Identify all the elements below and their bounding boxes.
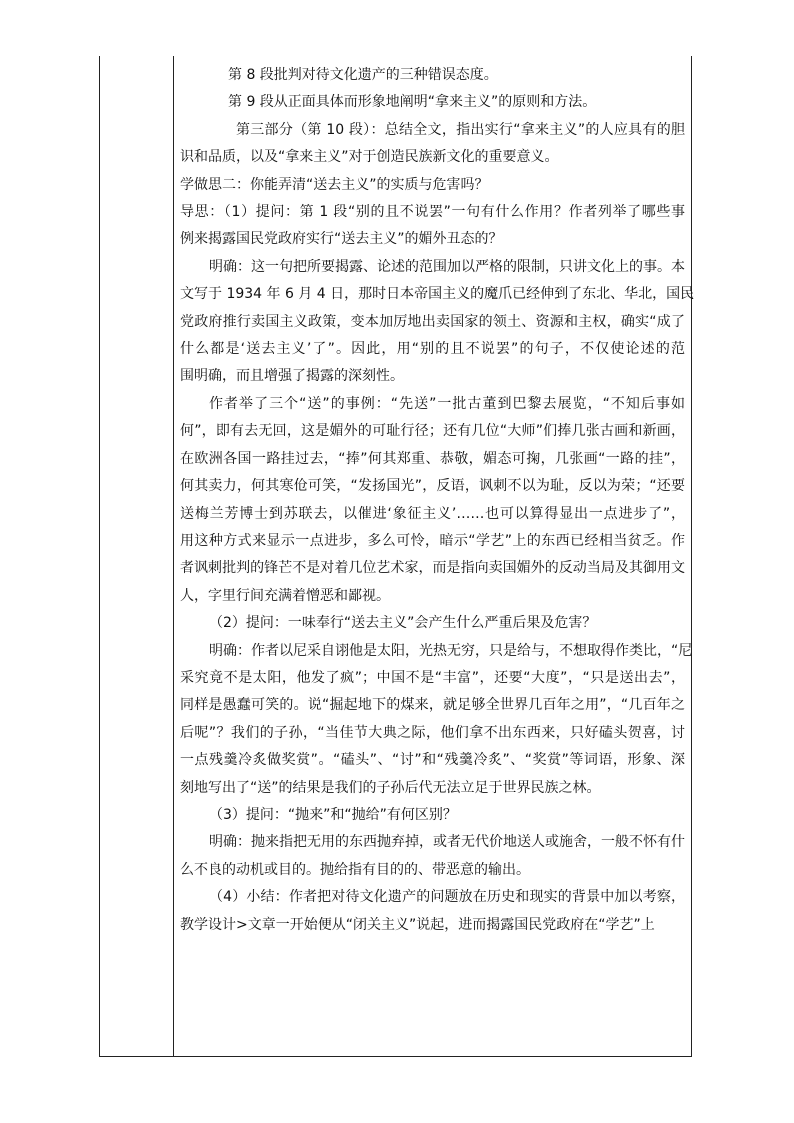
paragraph-6-line-6: 者讽刺批判的锋芒不是对着几位艺术家，而是指向卖国媚外的反动当局及其御用文 <box>180 560 685 577</box>
paragraph-4-line-0: 导思：（1）提问：第 1 段“别的且不说罢”一句有什么作用？作者列举了哪些事 <box>180 204 685 221</box>
paragraph-11-line-1: 教学设计>文章一开始便从“闭关主义”说起，进而揭露国民党政府在“学艺”上 <box>180 916 655 933</box>
paragraph-6-line-1: 何”，即有去无回，这是媚外的可耻行径；还有几位“大师”们捧几张古画和新画， <box>180 423 685 440</box>
paragraph-5-line-3: 什么都是‘送去主义’了”。因此，用“别的且不说罢”的句子，不仅使论述的范 <box>180 341 685 358</box>
paragraph-8-line-3: 后呢”？我们的子孙，“当佳节大典之际，他们拿不出东西来，只好磕头贺喜，讨 <box>180 724 685 741</box>
paragraph-2-line-1: 识和品质，以及“拿来主义”对于创造民族新文化的重要意义。 <box>180 149 559 166</box>
paragraph-10-line-1: 么不良的动机或目的。抛给指有目的的、带恶意的输出。 <box>180 861 530 878</box>
paragraph-8-line-1: 采究竟不是太阳，他发了疯”；中国不是“丰富”，还要“大度”，“只是送出去”， <box>180 669 685 686</box>
paragraph-9-line-0: （3）提问：“抛来”和“抛给”有何区别？ <box>209 806 457 823</box>
paragraph-10-line-0: 明确：抛来指把无用的东西抛弃掉，或者无代价地送人或施舍，一般不怀有什 <box>209 834 685 851</box>
paragraph-1-line-0: 第 9 段从正面具体而形象地阐明“拿来主义”的原则和方法。 <box>228 94 597 111</box>
paragraph-8-line-5: 刻地写出了“送”的结果是我们的子孙后代无法立足于世界民族之林。 <box>180 779 601 796</box>
paragraph-11-line-0: （4）小结：作者把对待文化遗产的问题放在历史和现实的背景中加以考察， <box>209 889 685 906</box>
paragraph-5-line-2: 党政府推行卖国主义政策，变本加厉地出卖国家的领土、资源和主权，确实“成了 <box>180 313 685 330</box>
paragraph-6-line-2: 在欧洲各国一路挂过去，“捧”何其郑重、恭敬，媚态可掬，几张画“一路的挂”， <box>180 450 685 467</box>
paragraph-6-line-3: 何其卖力，何其寒伧可笑，“发扬国光”，反语，讽刺不以为耻，反以为荣；“还要 <box>180 478 685 495</box>
paragraph-7-line-0: （2）提问：一味奉行“送去主义”会产生什么严重后果及危害？ <box>209 615 597 632</box>
paragraph-6-line-0: 作者举了三个“送”的事例：“先送”一批古董到巴黎去展览，“不知后事如 <box>209 395 685 412</box>
paragraph-2-line-0: 第三部分（第 10 段）：总结全文，指出实行“拿来主义”的人应具有的胆 <box>236 121 685 138</box>
paragraph-5-line-1: 文写于 1934 年 6 月 4 日，那时日本帝国主义的魔爪已经伸到了东北、华北，国民 <box>180 286 695 303</box>
paragraph-5-line-0: 明确：这一句把所要揭露、论述的范围加以严格的限制，只讲文化上的事。本 <box>209 258 685 275</box>
paragraph-5-line-4: 围明确，而且增强了揭露的深刻性。 <box>180 368 404 385</box>
paragraph-8-line-4: 一点残羹冷炙做奖赏”。“磕头”、“讨”和“残羹冷炙”、“奖赏”等词语，形象、深 <box>180 752 685 769</box>
paragraph-0-line-0: 第 8 段批判对待文化遗产的三种错误态度。 <box>228 67 498 83</box>
paragraph-3-line-0: 学做思二：你能弄清“送去主义”的实质与危害吗？ <box>180 176 489 193</box>
paragraph-4-line-1: 例来揭露国民党政府实行“送去主义”的媚外丑态的？ <box>180 231 503 248</box>
lesson-content <box>180 62 695 939</box>
paragraph-6-line-5: 用这种方式来显示一点进步，多么可怜，暗示“学艺”上的东西已经相当贫乏。作 <box>180 532 685 549</box>
column-divider <box>173 56 174 1057</box>
paragraph-8-line-2: 同样是愚蠢可笑的。说“掘起地下的煤来，就足够全世界几百年之用”，“几百年之 <box>180 697 685 714</box>
paragraph-8-line-0: 明确：作者以尼采自诩他是太阳，光热无穷，只是给与，不想取得作类比，“尼 <box>209 642 693 659</box>
paragraph-6-line-7: 人，字里行间充满着憎恶和鄙视。 <box>180 587 390 604</box>
paragraph-6-line-4: 送梅兰芳博士到苏联去，以催进‘象征主义’……也可以算得显出一点进步了”， <box>180 505 685 522</box>
